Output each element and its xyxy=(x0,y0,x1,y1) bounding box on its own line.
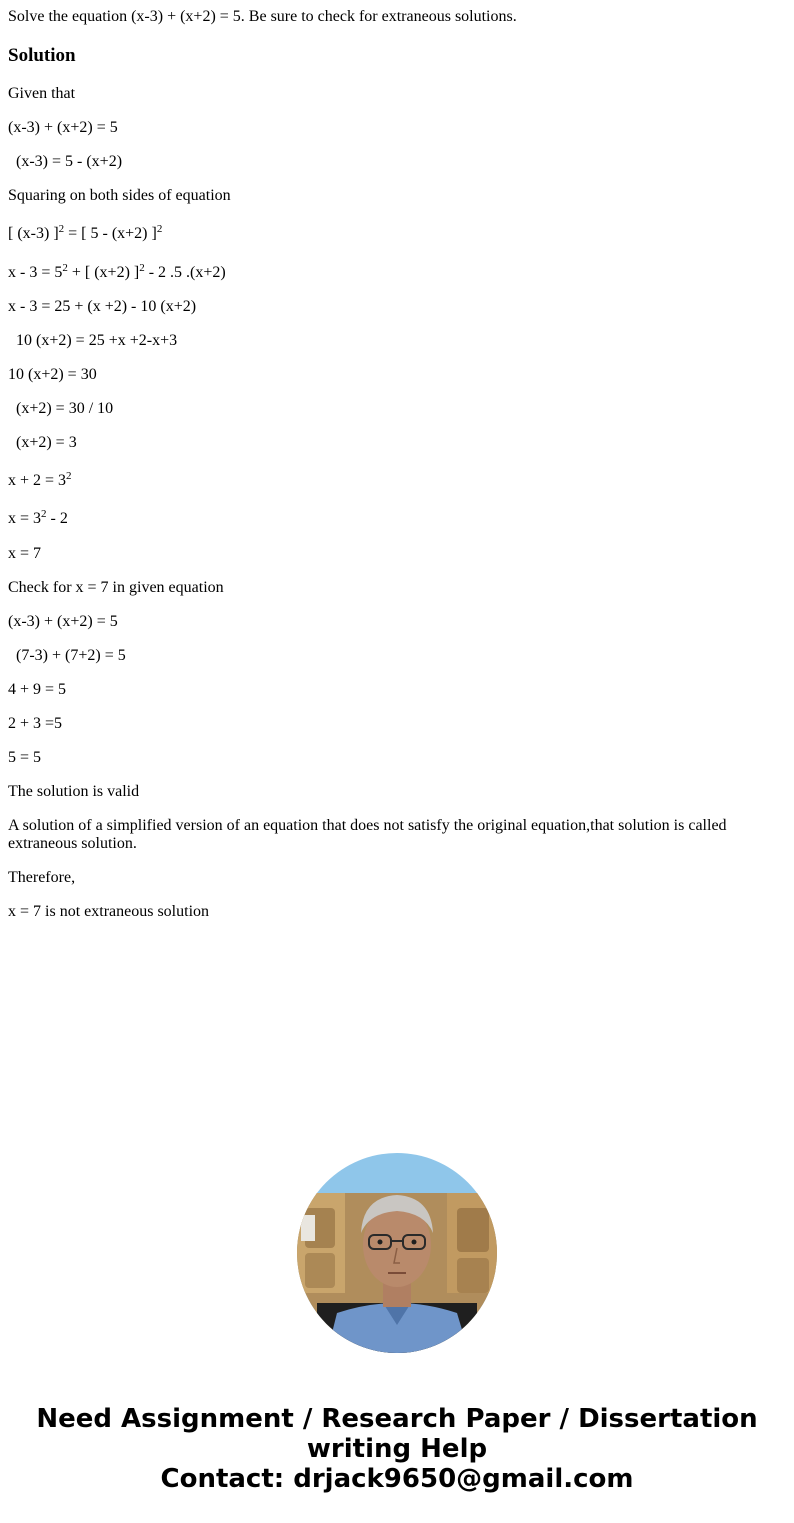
step-solve-x: $x = 3^2 - 2$ xyxy=(8,508,68,527)
step-therefore: Therefore, xyxy=(8,869,76,886)
footer-line-2: writing Help xyxy=(306,1434,488,1464)
footer-banner xyxy=(0,1404,794,1494)
step-equation: (x-3) + (x+2) = 5 xyxy=(8,119,118,136)
extraneous-definition: A solution of a simplified version of an equation that does not satisfy the original equation,that solution is called extraneous solution. xyxy=(8,817,727,852)
step-check-eval: 4 + 9 = 5 xyxy=(8,681,67,698)
step-root-value: (x+2) = 3 xyxy=(8,434,77,451)
step-rearrange: 10 (x+2) = 25 +x +2-x+3 xyxy=(8,332,178,349)
step-given: Given that xyxy=(8,85,76,102)
step-conclusion: x = 7 is not extraneous solution xyxy=(8,903,210,920)
footer-contact: Contact: drjack9650@gmail.com xyxy=(160,1464,634,1494)
step-check-note: Check for x = 7 in given equation xyxy=(8,579,224,596)
question-text: Solve the equation (x-3) + (x+2) = 5. Be sure to check for extraneous solutions. xyxy=(8,8,517,25)
step-divide: (x+2) = 30 / 10 xyxy=(8,400,114,417)
step-squared: [ (x-3) ]$^2$ = [ 5 - (x+2) ]$^2$ xyxy=(8,223,163,242)
step-collect: 10 (x+2) = 30 xyxy=(8,366,97,383)
step-check-final: 5 = 5 xyxy=(8,749,42,766)
author-photo xyxy=(297,1153,497,1353)
step-check-equation: (x-3) + (x+2) = 5 xyxy=(8,613,118,630)
step-isolate: (x-3) = 5 - (x+2) xyxy=(8,153,123,170)
solution-heading: Solution xyxy=(8,45,76,66)
step-squaring-note: Squaring on both sides of equation xyxy=(8,187,231,204)
step-check-substitute: (7-3) + (7+2) = 5 xyxy=(8,647,126,664)
footer-line-1: Need Assignment / Research Paper / Dissertation xyxy=(36,1404,758,1434)
step-result: x = 7 xyxy=(8,545,42,562)
step-simplify: x - 3 = 25 + (x +2) - 10 (x+2) xyxy=(8,298,197,315)
step-valid: The solution is valid xyxy=(8,783,140,800)
step-check-eval-2: 2 + 3 =5 xyxy=(8,715,63,732)
step-square-again: $x + 2 = 3^2$ xyxy=(8,470,72,489)
step-expand: $x - 3 = 5^2$ + [ (x+2) ]$^2$ - 2 .5 .(x+2) xyxy=(8,262,226,281)
